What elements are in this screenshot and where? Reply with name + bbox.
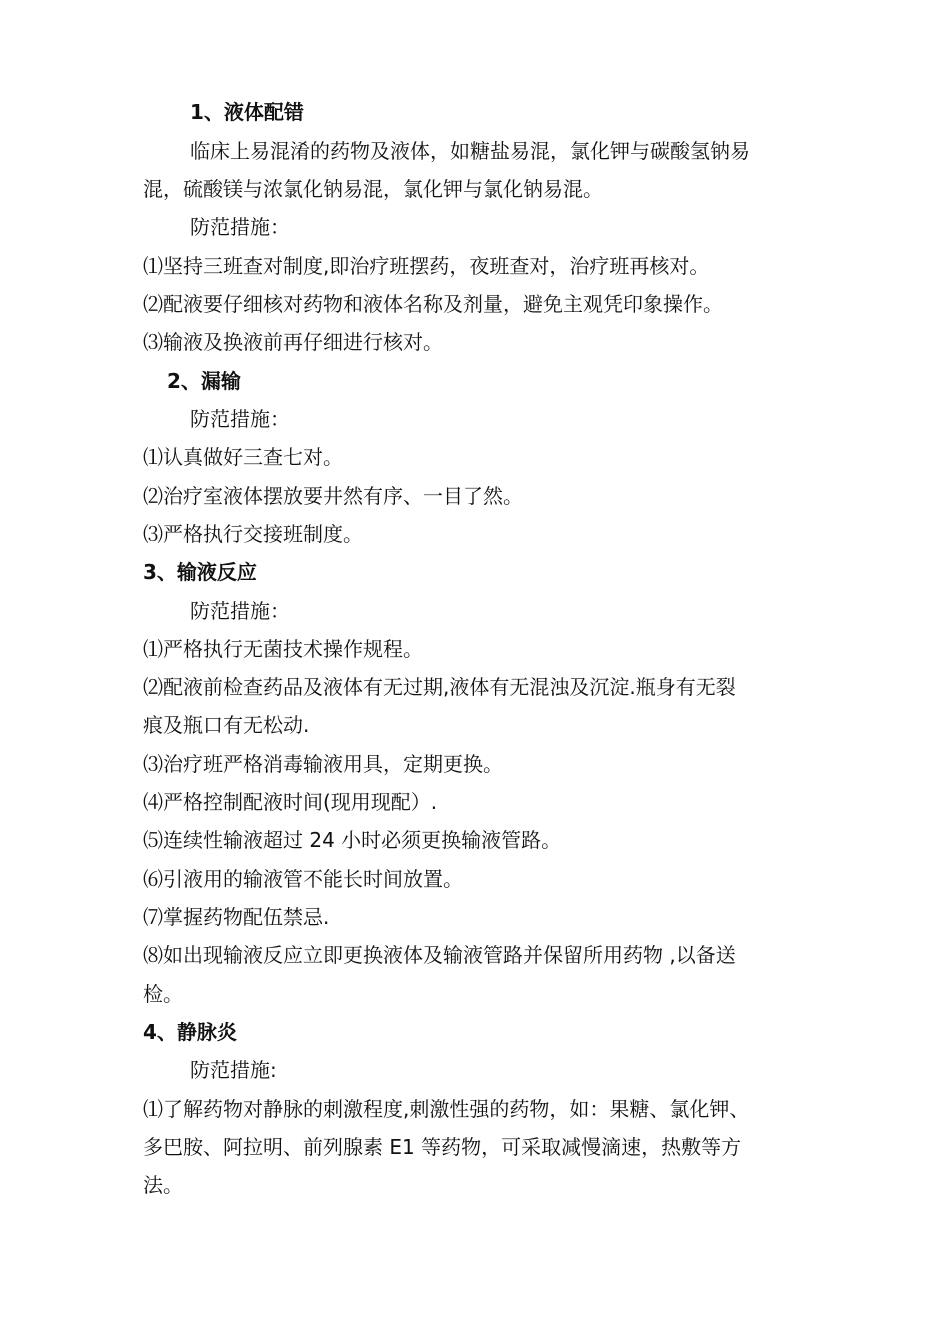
- section-heading: 4、静脉炎: [143, 1020, 237, 1044]
- list-item: ⑶治疗班严格消毒输液用具，定期更换。: [143, 752, 503, 776]
- section-heading: 1、液体配错: [190, 100, 304, 124]
- list-item: ⑷严格控制配液时间(现用现配）.: [143, 790, 438, 814]
- measures-label: 防范措施：: [190, 215, 290, 239]
- list-item: ⑻如出现输液反应立即更换液体及输液管路并保留所用药物 ,以备送: [143, 943, 736, 967]
- list-item: ⑸连续性输液超过 24 小时必须更换输液管路。: [143, 828, 562, 852]
- section-heading: 2、漏输: [167, 369, 241, 393]
- list-item: ⑵配液前检查药品及液体有无过期,液体有无混浊及沉淀.瓶身有无裂: [143, 675, 736, 699]
- list-item: 痕及瓶口有无松动.: [143, 713, 310, 737]
- paragraph-line: 混，硫酸镁与浓氯化钠易混，氯化钾与氯化钠易混。: [143, 177, 603, 201]
- list-item: ⑴认真做好三查七对。: [143, 445, 343, 469]
- list-item: ⑺掌握药物配伍禁忌.: [143, 905, 330, 929]
- list-item: ⑵配液要仔细核对药物和液体名称及剂量，避免主观凭印象操作。: [143, 292, 723, 316]
- list-item: 多巴胺、阿拉明、前列腺素 E1 等药物，可采取减慢滴速，热敷等方: [143, 1135, 742, 1159]
- list-item: ⑶严格执行交接班制度。: [143, 522, 363, 546]
- list-item: ⑹引液用的输液管不能长时间放置。: [143, 867, 463, 891]
- measures-label: 防范措施：: [190, 407, 290, 431]
- list-item: ⑴严格执行无菌技术操作规程。: [143, 637, 423, 661]
- list-item: 检。: [143, 982, 183, 1006]
- paragraph-line: 临床上易混淆的药物及液体，如糖盐易混，氯化钾与碳酸氢钠易: [190, 139, 750, 163]
- list-item: ⑶输液及换液前再仔细进行核对。: [143, 330, 443, 354]
- list-item: 法。: [143, 1173, 183, 1197]
- list-item: ⑵治疗室液体摆放要井然有序、一目了然。: [143, 484, 523, 508]
- section-heading: 3、输液反应: [143, 560, 257, 584]
- measures-label: 防范措施:: [190, 1058, 277, 1082]
- list-item: ⑴坚持三班查对制度,即治疗班摆药，夜班查对，治疗班再核对。: [143, 254, 710, 278]
- measures-label: 防范措施：: [190, 599, 290, 623]
- list-item: ⑴了解药物对静脉的刺激程度,刺激性强的药物，如：果糖、氯化钾、: [143, 1097, 750, 1121]
